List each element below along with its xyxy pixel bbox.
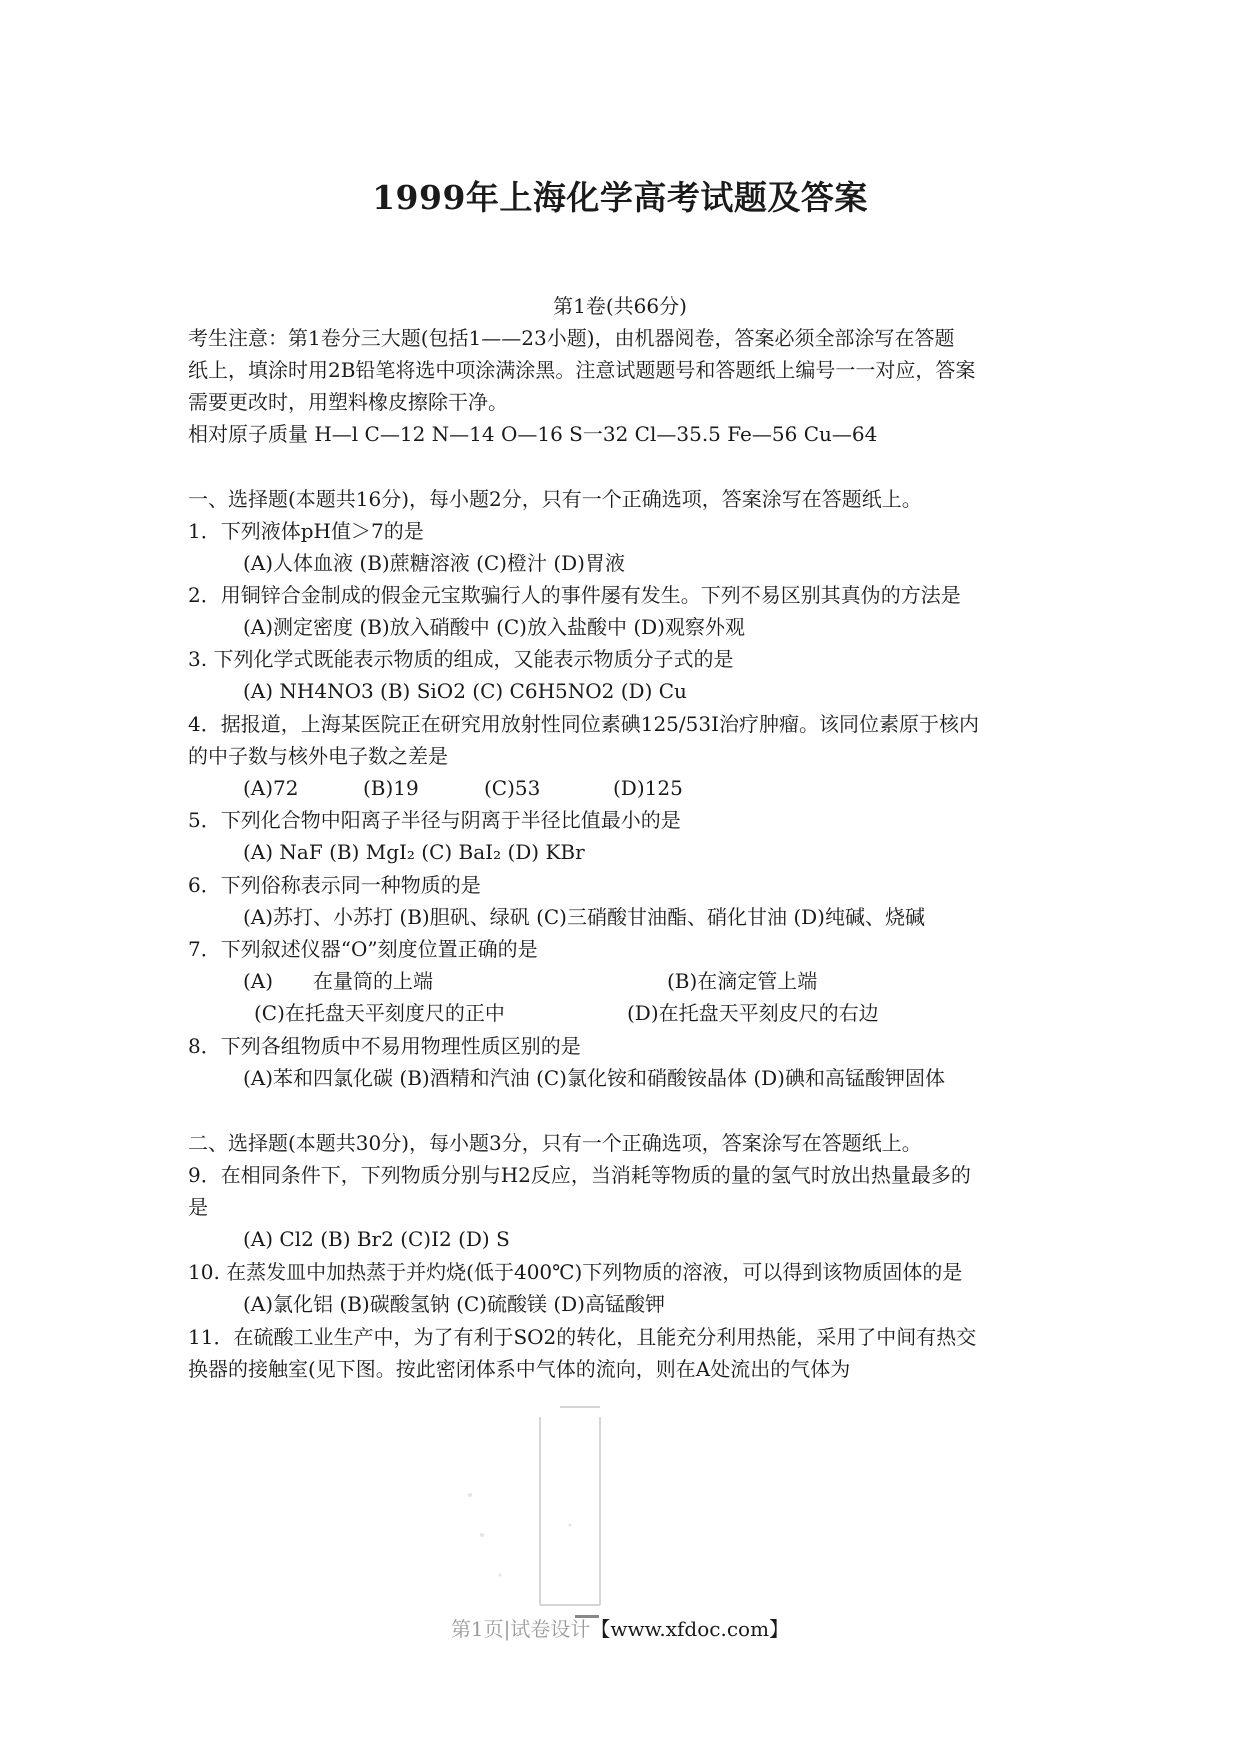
section1-header: 一、选择题(本题共16分)，每小题2分，只有一个正确选项，答案涂写在答题纸上。 (188, 487, 922, 511)
q2-stem: 2．用铜锌合金制成的假金元宝欺骗行人的事件屡有发生。下列不易区别其真伪的方法是 (188, 583, 961, 607)
q3-stem: 3. 下列化学式既能表示物质的组成，又能表示物质分子式的是 (188, 647, 734, 671)
q1-stem: 1．下列液体pH值＞7的是 (188, 519, 424, 543)
q7-option-b: (B)在滴定管上端 (667, 969, 818, 993)
q10-options: (A)氯化铝 (B)碳酸氢钠 (C)硫酸镁 (D)高锰酸钾 (243, 1292, 665, 1316)
section2-header: 二、选择题(本题共30分)，每小题3分，只有一个正确选项，答案涂写在答题纸上。 (188, 1131, 922, 1155)
q2-options: (A)测定密度 (B)放入硝酸中 (C)放入盐酸中 (D)观察外观 (243, 615, 745, 639)
footer-faint-text: 第1页|试卷设计 (450, 1617, 591, 1641)
q7-option-a: (A) 在量筒的上端 (243, 969, 434, 993)
q3-options: (A) NH4NO3 (B) SiO2 (C) C6H5NO2 (D) Cu (243, 679, 687, 703)
notice-line-1: 考生注意：第1卷分三大题(包括1——23小题)，由机器阅卷，答案必须全部涂写在答题 (188, 326, 955, 350)
q5-options: (A) NaF (B) MgI₂ (C) BaI₂ (D) KBr (243, 840, 585, 864)
q7-option-d: (D)在托盘天平刻皮尺的右边 (627, 1001, 879, 1025)
q4-stem-line-1: 4．据报道，上海某医院正在研究用放射性同位素碘125/53I治疗肿瘤。该同位素原于核内 (188, 712, 979, 736)
notice-line-3: 需要更改时，用塑料橡皮擦除干净。 (188, 390, 508, 414)
q4-option-b: (B)19 (363, 776, 419, 800)
q5-stem: 5．下列化合物中阳离子半径与阴离于半径比值最小的是 (188, 808, 681, 832)
q7-option-c: (C)在托盘天平刻度尺的正中 (254, 1001, 505, 1025)
q11-stem-line-1: 11．在硫酸工业生产中，为了有利于SO2的转化，且能充分利用热能，采用了中间有热交 (188, 1325, 977, 1349)
q6-stem: 6．下列俗称表示同一种物质的是 (188, 873, 481, 897)
volume-header: 第1卷(共66分) (553, 294, 687, 318)
q9-options: (A) Cl2 (B) Br2 (C)I2 (D) S (243, 1227, 510, 1251)
contact-chamber-figure (440, 1405, 640, 1635)
q8-options: (A)苯和四氯化碳 (B)酒精和汽油 (C)氯化铵和硝酸铵晶体 (D)碘和高锰酸钾固体 (243, 1066, 945, 1090)
q10-stem: 10. 在蒸发皿中加热蒸于并灼烧(低于400℃)下列物质的溶液，可以得到该物质固体的是 (188, 1260, 963, 1284)
page-title: 1999年上海化学高考试题及答案 (372, 178, 868, 217)
page-footer (0, 1614, 1240, 1644)
q7-stem: 7．下列叙述仪器“O”刻度位置正确的是 (188, 937, 538, 961)
q9-stem-line-2: 是 (188, 1195, 208, 1219)
q4-option-a: (A)72 (243, 776, 299, 800)
q4-stem-line-2: 的中子数与核外电子数之差是 (188, 744, 448, 768)
q6-options: (A)苏打、小苏打 (B)胆矾、绿矾 (C)三硝酸甘油酯、硝化甘油 (D)纯碱、烧碱 (243, 905, 925, 929)
q9-stem-line-1: 9．在相同条件下，下列物质分别与H2反应，当消耗等物质的量的氢气时放出热量最多的 (188, 1163, 971, 1187)
q11-stem-line-2: 换器的接触室(见下图。按此密闭体系中气体的流向，则在A处流出的气体为 (188, 1357, 851, 1381)
q4-option-d: (D)125 (613, 776, 683, 800)
q1-options: (A)人体血液 (B)蔗糖溶液 (C)橙汁 (D)胃液 (243, 551, 625, 575)
footer-link[interactable]: 【www.xfdoc.com】 (590, 1617, 790, 1641)
notice-line-2: 纸上，填涂时用2B铅笔将选中项涂满涂黑。注意试题题号和答题纸上编号一一对应，答案 (188, 358, 976, 382)
atomic-masses: 相对原子质量 H—l C—12 N—14 O—16 S一32 Cl—35.5 Fe—56 Cu—64 (188, 422, 878, 446)
q8-stem: 8．下列各组物质中不易用物理性质区别的是 (188, 1034, 581, 1058)
q4-option-c: (C)53 (484, 776, 541, 800)
